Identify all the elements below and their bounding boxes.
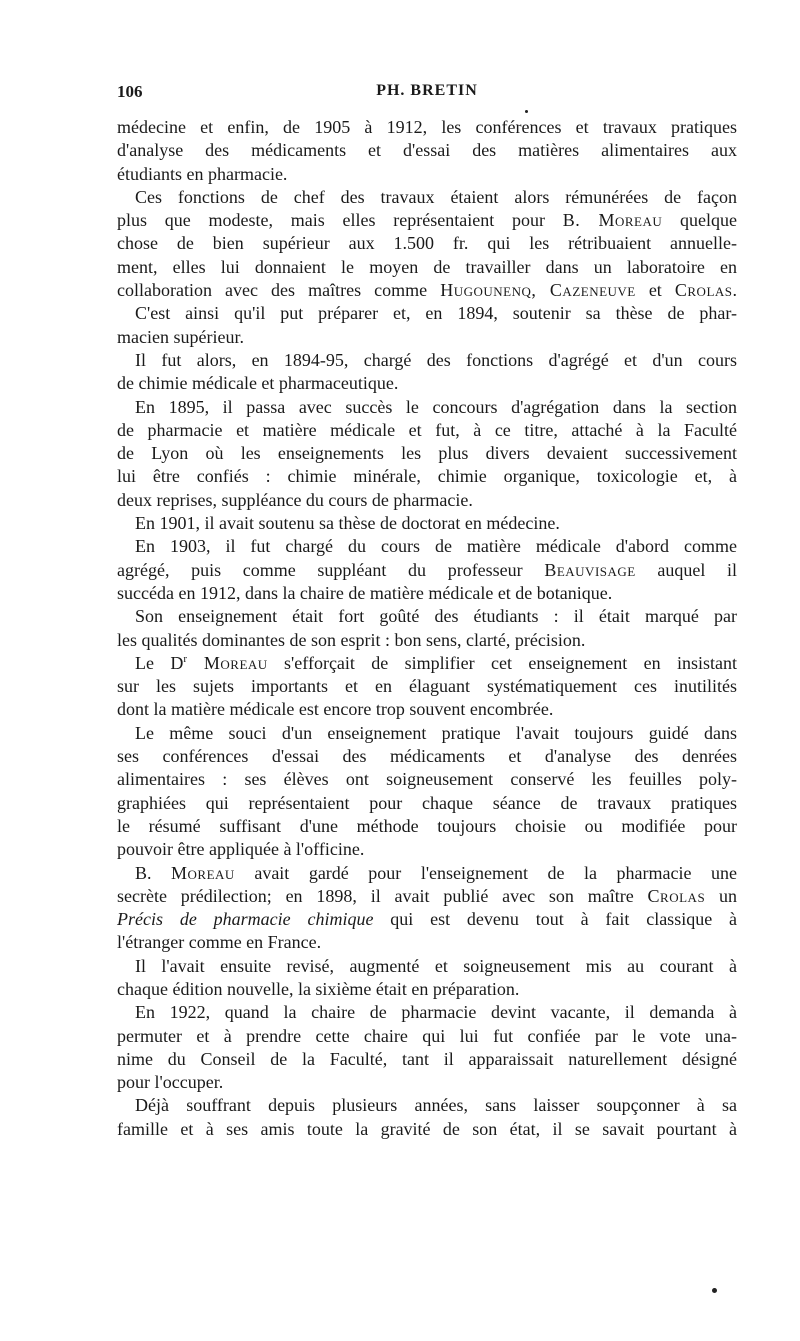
text-fragment: B. — [135, 862, 172, 883]
text-line — [117, 652, 737, 675]
person-names: Hugounenq, Cazeneuve — [440, 280, 636, 301]
text-line: lui être confiés : chimie minérale, chimie organique, toxicologie et, à — [117, 466, 737, 487]
text-line — [117, 908, 737, 931]
text-line: pour l'occuper. — [117, 1072, 224, 1093]
text-line — [117, 209, 737, 232]
text-line: C'est ainsi qu'il put préparer et, en 1894, soutenir sa thèse de phar- — [135, 303, 737, 324]
text-fragment: collaboration avec des maîtres comme — [117, 280, 441, 301]
text-line: médecine et enfin, de 1905 à 1912, les conférences et travaux pratiques — [117, 117, 737, 137]
text-fragment: s'efforçait de simplifier cet enseignement en insistant — [267, 652, 738, 673]
text-line — [117, 279, 737, 302]
text-line: En 1901, il avait soutenu sa thèse de doctorat en médecine. — [135, 513, 560, 534]
print-speck — [712, 1288, 717, 1293]
text-fragment: et — [635, 280, 675, 301]
text-line: de chimie médicale et pharmaceutique. — [117, 373, 399, 394]
text-line: deux reprises, suppléance du cours de pharmacie. — [117, 489, 473, 510]
text-line: Déjà souffrant depuis plusieurs années, sans laisser soupçonner à sa — [135, 1095, 737, 1116]
text-line: ses conférences d'essai des médicaments et d'analyse des denrées — [117, 746, 737, 767]
text-fragment: auquel il — [635, 559, 738, 580]
text-line — [117, 559, 737, 582]
book-title: Précis de pharmacie chimique — [117, 909, 374, 930]
text-line — [117, 885, 737, 908]
text-line: macien supérieur. — [117, 326, 244, 347]
print-speck — [525, 110, 528, 113]
text-line: alimentaires : ses élèves ont soigneusement conservé les feuilles poly- — [117, 769, 737, 790]
text-line: En 1903, il fut chargé du cours de matière médicale d'abord comme — [135, 536, 737, 557]
text-fragment: un — [705, 885, 737, 906]
running-head: PH. BRETIN — [376, 82, 478, 99]
page-number: 106 — [117, 82, 143, 101]
text-line: graphiées qui représentaient pour chaque séance de travaux pratiques — [117, 792, 737, 813]
text-line: permuter et à prendre cette chaire qui lui fut confiée par le vote una- — [117, 1025, 737, 1046]
text-line: En 1895, il passa avec succès le concours d'agrégation dans la section — [135, 396, 737, 417]
text-line: Ces fonctions de chef des travaux étaient alors rémunérées de façon — [135, 186, 737, 207]
text-line: dont la matière médicale est encore trop souvent encombrée. — [117, 699, 554, 720]
text-fragment: qui est devenu tout à fait classique à — [373, 909, 738, 930]
text-line: étudiants en pharmacie. — [117, 163, 288, 184]
text-line: Il fut alors, en 1894-95, chargé des fonctions d'agrégé et d'un cours — [135, 349, 737, 370]
text-fragment: plus que modeste, mais elles représentaient pour — [117, 210, 563, 231]
text-line: de pharmacie et matière médicale et fut, à ce titre, attaché à la Faculté — [117, 419, 737, 440]
person-name: Crolas — [647, 885, 706, 906]
text-line: Le même souci d'un enseignement pratique l'avait toujours guidé dans — [135, 722, 737, 743]
person-name: Beauvisage — [544, 559, 636, 580]
page-header — [117, 82, 737, 106]
text-line — [117, 862, 737, 885]
text-line: les qualités dominantes de son esprit : bon sens, clarté, précision. — [117, 629, 586, 650]
person-name: Crolas — [674, 280, 733, 301]
text-fragment: avait gardé pour l'enseignement de la pharmacie une — [234, 862, 738, 883]
person-name: Moreau — [187, 652, 268, 673]
text-line: le résumé suffisant d'une méthode toujours choisie ou modifiée pour — [117, 815, 737, 836]
text-line: d'analyse des médicaments et d'essai des matières alimentaires aux — [117, 140, 737, 161]
text-line: succéda en 1912, dans la chaire de matière médicale et de botanique. — [117, 582, 613, 603]
text-line: chaque édition nouvelle, la sixième était en préparation. — [117, 978, 520, 999]
person-name: Moreau — [171, 862, 235, 883]
superscript: r — [183, 652, 188, 665]
text-line: ment, elles lui donnaient le moyen de travailler dans un laboratoire en — [117, 256, 737, 277]
text-fragment: . — [732, 280, 737, 301]
text-line: sur les sujets importants et en élaguant systématiquement ces inutilités — [117, 676, 737, 697]
text-fragment: quelque — [662, 210, 737, 231]
text-fragment: secrète prédilection; en 1898, il avait publié avec son maître — [117, 885, 648, 906]
text-line: chose de bien supérieur aux 1.500 fr. qui les rétribuaient annuelle- — [117, 233, 737, 254]
text-line: pouvoir être appliquée à l'officine. — [117, 839, 365, 860]
text-line: Il l'avait ensuite revisé, augmenté et soigneusement mis au courant à — [135, 955, 737, 976]
text-line: Son enseignement était fort goûté des étudiants : il était marqué par — [135, 606, 737, 627]
text-line: famille et à ses amis toute la gravité de son état, il se savait pourtant à — [117, 1118, 737, 1139]
text-fragment: agrégé, puis comme suppléant du professeur — [117, 559, 545, 580]
text-line: l'étranger comme en France. — [117, 932, 322, 953]
person-name: B. Moreau — [562, 210, 663, 231]
text-line: En 1922, quand la chaire de pharmacie devint vacante, il demanda à — [135, 1002, 737, 1023]
body-text — [117, 116, 737, 1141]
text-fragment: Le D — [135, 652, 184, 673]
text-line: de Lyon où les enseignements les plus divers devaient successivement — [117, 443, 737, 464]
text-line: nime du Conseil de la Faculté, tant il apparaissait naturellement désigné — [117, 1048, 737, 1069]
